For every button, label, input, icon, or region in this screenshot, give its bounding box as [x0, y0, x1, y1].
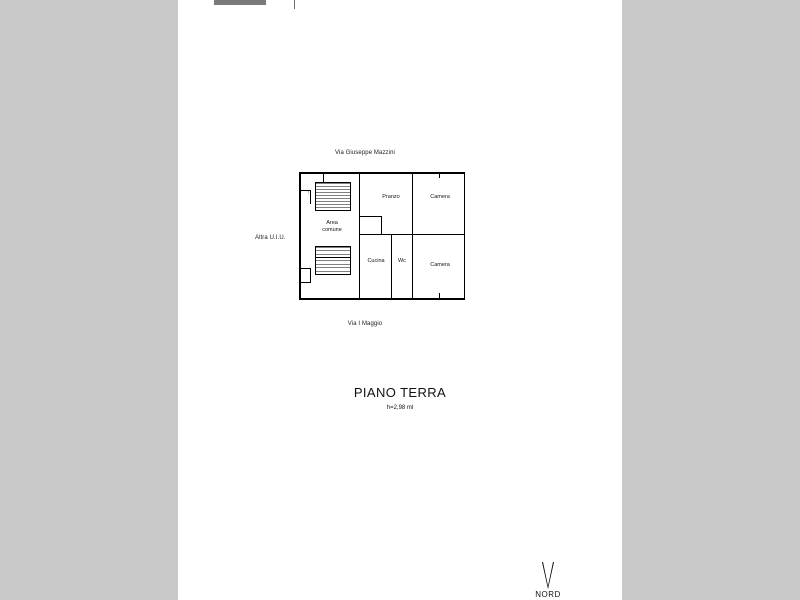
- wall-notch-left-lower-b: [299, 282, 311, 283]
- wall-top-jog: [323, 172, 324, 182]
- wall-corridor-stub-upper-v: [381, 216, 382, 234]
- north-arrow-icon: [542, 562, 554, 589]
- street-label-bottom: Via I Maggio: [347, 321, 383, 327]
- plan-height-note: h=2,98 ml: [386, 405, 414, 411]
- plan-title: PIANO TERRA: [353, 385, 447, 400]
- wall-notch-left-lower-v: [310, 268, 311, 282]
- stairs-upper: [315, 182, 351, 211]
- wall-vertical-stairblock: [359, 172, 360, 299]
- top-artifact-divider: [294, 0, 295, 9]
- wall-vertical-cucina-wc: [391, 234, 392, 299]
- room-label-camera-top: Camera: [430, 194, 450, 200]
- room-label-area-comune-line2: comune: [322, 227, 342, 233]
- wall-structure: [299, 172, 465, 300]
- wall-vertical-pranzo-camera: [412, 172, 413, 235]
- room-label-camera-bottom: Camera: [430, 262, 450, 268]
- wall-exterior-right: [464, 172, 466, 299]
- floor-plan-drawing: [255, 145, 485, 340]
- room-label-cucina: Cucina: [367, 258, 385, 264]
- stairs-lower: [315, 246, 351, 275]
- plan-caption: [178, 385, 622, 411]
- wall-corridor-stub-upper: [360, 216, 382, 217]
- room-label-wc: Wc: [398, 258, 406, 264]
- wall-opening-bottom-right: [439, 293, 440, 299]
- wall-vertical-wc-camera: [412, 234, 413, 299]
- stairs-direction-arrow-upper: ↑: [307, 190, 310, 196]
- north-arrow-label: NORD: [535, 590, 561, 599]
- neighbor-unit-label: Altra U.I.U.: [255, 235, 286, 241]
- room-label-area-comune-line1: Area: [326, 220, 338, 226]
- wall-opening-top-right: [439, 172, 440, 178]
- top-artifact-bar: [214, 0, 266, 5]
- room-label-pranzo: Pranzo: [382, 194, 400, 200]
- north-arrow: [533, 562, 563, 599]
- page-top-artifact-strip: [178, 0, 622, 9]
- street-label-top: Via Giuseppe Mazzini: [335, 150, 395, 156]
- wall-notch-left-upper-v: [310, 190, 311, 204]
